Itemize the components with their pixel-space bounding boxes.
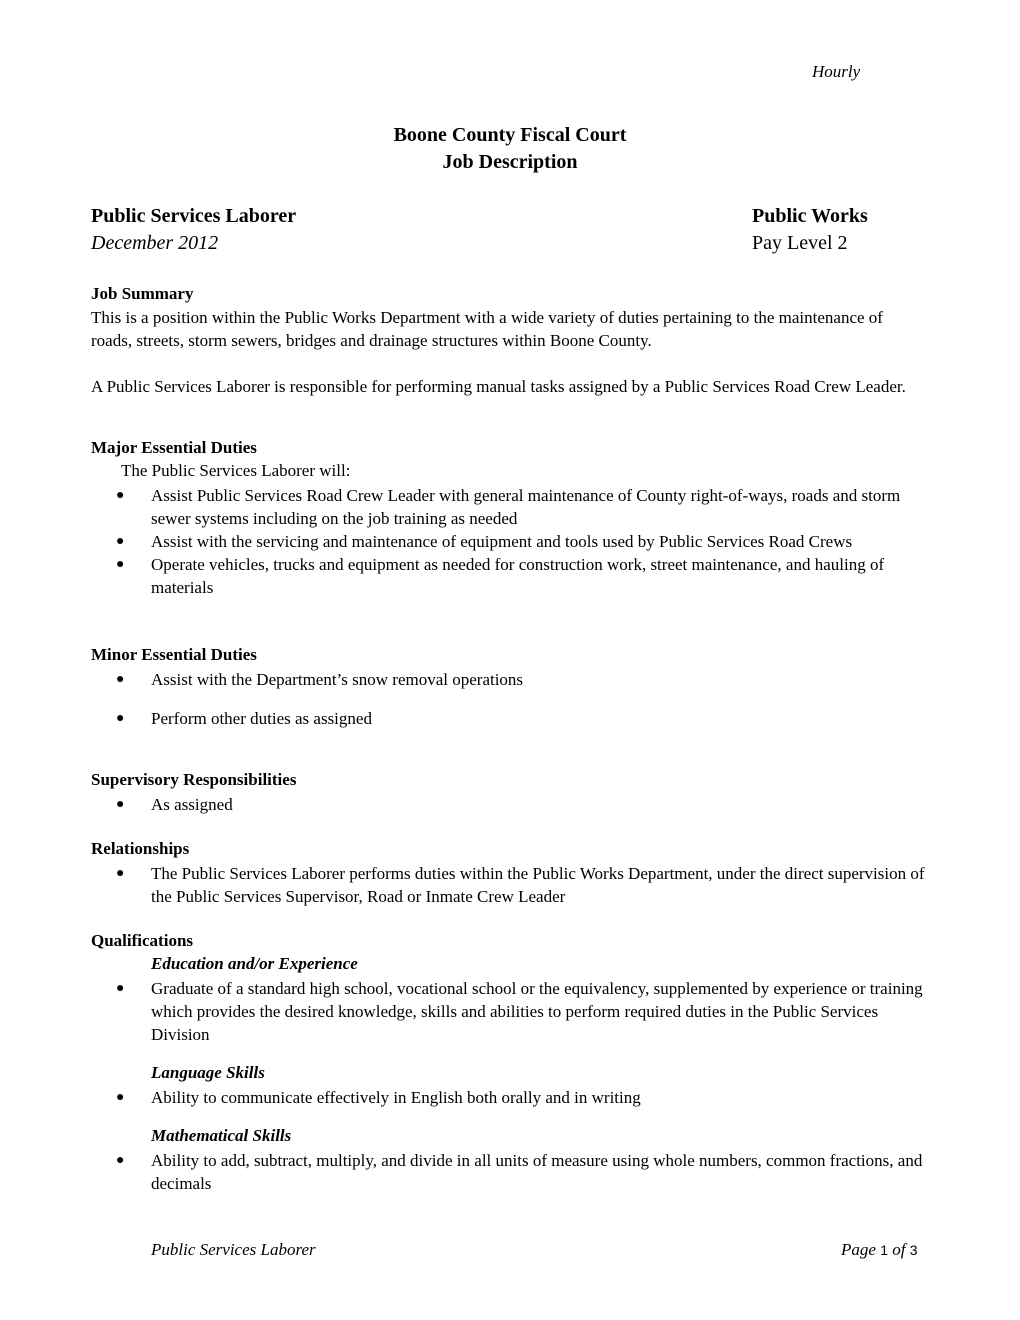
minor-duties-heading: Minor Essential Duties [91, 645, 257, 664]
supervisory-heading: Supervisory Responsibilities [91, 770, 297, 789]
bullet-icon: ● [116, 488, 125, 503]
qualifications-heading: Qualifications [91, 931, 194, 950]
bullet-icon: ● [116, 711, 125, 726]
relationships-heading: Relationships [91, 839, 190, 858]
minor-duties-list [115, 668, 930, 730]
supervisory-list [115, 793, 930, 816]
bullet-icon: ● [116, 557, 125, 572]
bullet-icon: ● [116, 866, 125, 881]
bullet-icon: ● [116, 797, 125, 812]
education-heading: Education and/or Experience [151, 954, 358, 973]
list-item: ● Assist Public Services Road Crew Leader with general maintenance of County right-of-ways, roads and storm sewer systems including on the job training as needed [116, 486, 901, 528]
footer-title: Public Services Laborer [151, 1240, 316, 1259]
hourly-label: Hourly [812, 62, 861, 81]
major-duties-intro: The Public Services Laborer will: [121, 461, 351, 480]
math-heading: Mathematical Skills [151, 1126, 292, 1145]
list-item: ● Perform other duties as assigned [116, 709, 372, 728]
list-item: ● As assigned [116, 795, 233, 814]
job-summary-paragraph-2: A Public Services Laborer is responsible for performing manual tasks assigned by a Public Services Road Crew Leader. [91, 377, 906, 396]
job-summary-heading: Job Summary [91, 284, 194, 303]
bullet-icon: ● [116, 672, 125, 687]
major-duties-list [115, 484, 930, 599]
bullet-icon: ● [116, 1153, 125, 1168]
language-heading: Language Skills [151, 1063, 265, 1082]
list-item: ● Assist with the servicing and maintenance of equipment and tools used by Public Services Road Crews [116, 532, 853, 551]
list-item: ● Assist with the Department’s snow removal operations [116, 670, 524, 689]
position-date: December 2012 [91, 232, 219, 254]
math-list [115, 1149, 930, 1195]
bullet-icon: ● [116, 1090, 125, 1105]
list-item: ● Ability to communicate effectively in English both orally and in writing [116, 1088, 641, 1107]
language-list [115, 1086, 930, 1109]
relationships-list [115, 862, 930, 908]
pay-level: Pay Level 2 [752, 232, 848, 254]
footer-page-number: Page 1 of 3 [841, 1240, 918, 1259]
org-title: Boone County Fiscal Court [393, 124, 627, 146]
list-item: ● Graduate of a standard high school, vocational school or the equivalency, supplemented by experience or training which provides the desired knowledge, skills and abilities to perform required duties in the Public Services Division [116, 979, 923, 1044]
bullet-icon: ● [116, 534, 125, 549]
list-item: ● Ability to add, subtract, multiply, and divide in all units of measure using whole numbers, common fractions, and decimals [116, 1151, 923, 1193]
job-summary-paragraph-1: This is a position within the Public Works Department with a wide variety of duties pertaining to the maintenance of roads, streets, storm sewers, bridges and drainage structures within Boone County. [91, 308, 883, 350]
department: Public Works [752, 205, 868, 227]
bullet-icon: ● [116, 981, 125, 996]
position-title: Public Services Laborer [91, 205, 297, 227]
major-duties-heading: Major Essential Duties [91, 438, 257, 457]
list-item: ● The Public Services Laborer performs duties within the Public Works Department, under the direct supervision of the Public Services Supervisor, Road or Inmate Crew Leader [116, 864, 925, 906]
education-list [115, 977, 930, 1046]
list-item: ● Operate vehicles, trucks and equipment as needed for construction work, street maintenance, and hauling of materials [116, 555, 885, 597]
doc-type-title: Job Description [442, 151, 578, 173]
